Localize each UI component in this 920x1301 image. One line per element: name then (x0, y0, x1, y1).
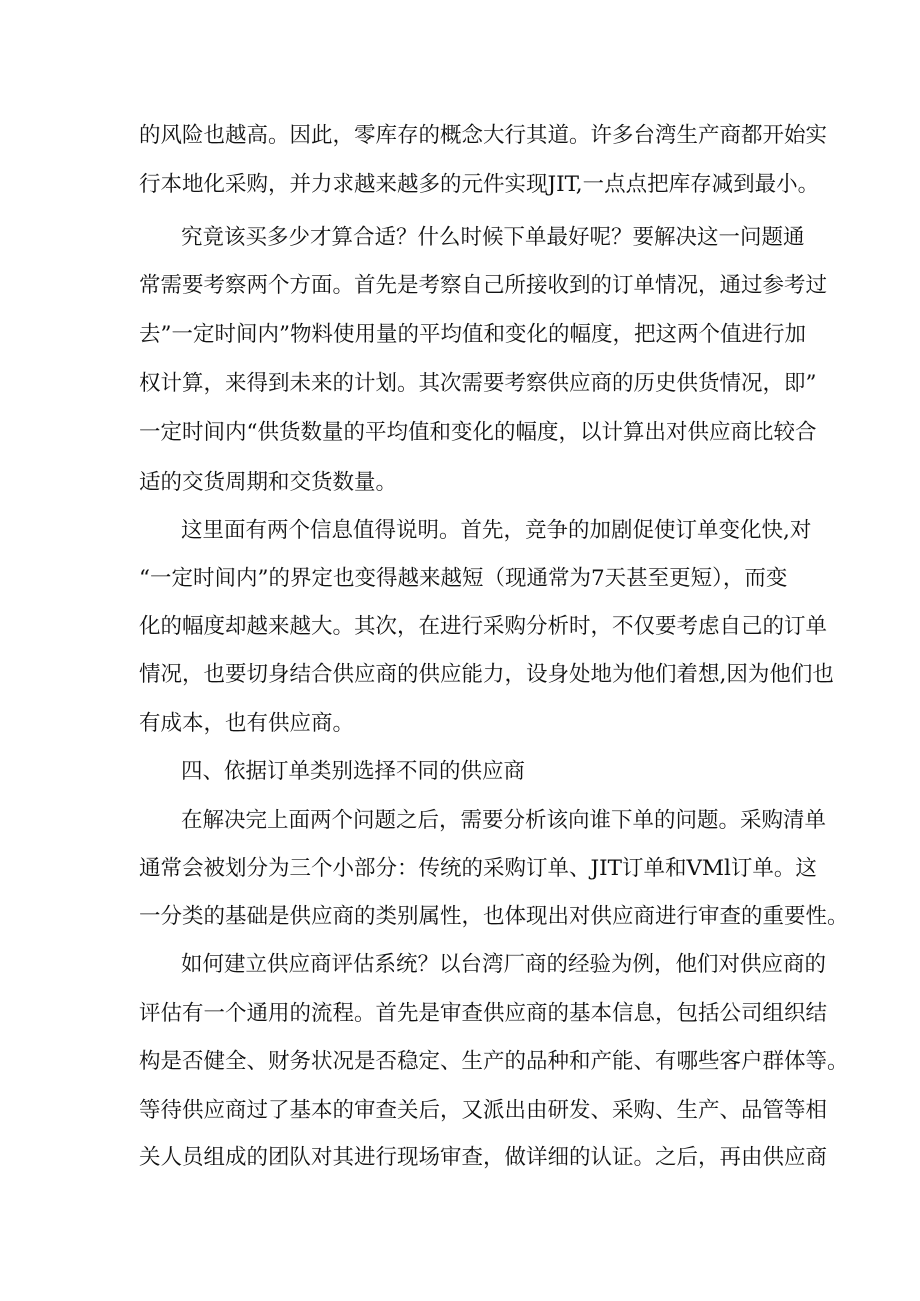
text-line: 究竟该买多少才算合适？什么时候下单最好呢？要解决这一问题通 (181, 225, 805, 250)
section-heading: 四、依据订单类别选择不同的供应商 (181, 759, 526, 784)
text-line: 去”一定时间内”物料使用量的平均值和变化的幅度，把这两个值进行加 (139, 322, 806, 347)
text-line: 一定时间内“供货数量的平均值和变化的幅度，以计算出对供应商比较合 (139, 420, 817, 445)
text-line: 情况，也要切身结合供应商的供应能力，设身处地为他们着想,因为他们也 (139, 662, 834, 687)
text-line: 有成本，也有供应商。 (139, 711, 355, 736)
text-line: 等待供应商过了基本的审查关后，又派出由研发、采购、生产、品管等相 (139, 1098, 828, 1123)
text-line: 如何建立供应商评估系统？以台湾厂商的经验为例，他们对供应商的 (181, 952, 827, 977)
text-line: 在解决完上面两个问题之后，需要分析该向谁下单的问题。采购清单 (181, 808, 827, 833)
text-line: 一分类的基础是供应商的类别属性，也体现出对供应商进行审查的重要性。 (139, 904, 849, 929)
text-line: 适的交货周期和交货数量。 (139, 470, 398, 495)
text-line: 构是否健全、财务状况是否稳定、生产的品种和产能、有哪些客户群体等。 (139, 1049, 849, 1074)
text-line: 这里面有两个信息值得说明。首先，竞争的加剧促使订单变化快,对 (181, 518, 812, 543)
text-line: 评估有一个通用的流程。首先是审查供应商的基本信息，包括公司组织结 (139, 1001, 828, 1026)
text-line: 的风险也越高。因此，零库存的概念大行其道。许多台湾生产商都开始实 (139, 123, 828, 148)
text-line: 常需要考察两个方面。首先是考察自己所接收到的订单情况，通过参考过 (139, 273, 828, 298)
text-line: 行本地化采购，并力求越来越多的元件实现JIT,一点点把库存减到最小。 (139, 172, 820, 197)
text-line: 权计算，来得到未来的计划。其次需要考察供应商的历史供货情况，即” (139, 371, 817, 396)
text-line: 关人员组成的团队对其进行现场审查，做详细的认证。之后，再由供应商 (139, 1145, 828, 1170)
text-line: 通常会被划分为三个小部分：传统的采购订单、JIT订单和VMl订单。这 (139, 856, 817, 881)
text-line: “一定时间内”的界定也变得越来越短（现通常为7天甚至更短），而变 (139, 566, 788, 591)
text-line: 化的幅度却越来越大。其次，在进行采购分析时，不仅要考虑自己的订单 (139, 614, 828, 639)
